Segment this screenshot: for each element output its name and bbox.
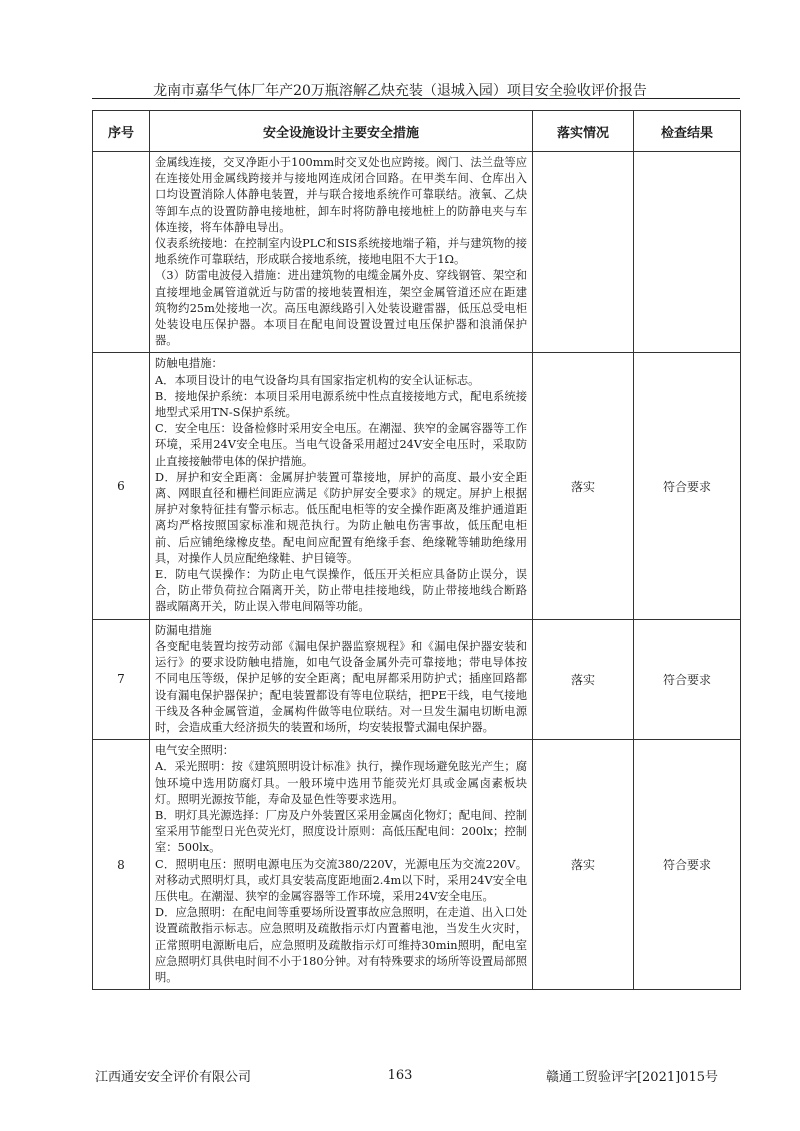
measures-cell xyxy=(150,740,533,990)
measure-paragraph: B．接地保护系统：本项目采用电源系统中性点直接接地方式，配电系统接地型式采用TN-S保护系统。 xyxy=(155,389,527,420)
measure-paragraph: 各变配电装置均按劳动部《漏电保护器监察规程》和《漏电保护器安装和运行》的要求设防触电措施，如电气设备金属外壳可靠接地；带电导体按不同电压等级，保护足够的安全距离；配电屏都采用防护式；插座回路都设有漏电保护器保护；配电装置都设有等电位联结，把PE干线，电气接地干线及各种金属管道，金属构件做等电位联结。对一旦发生漏电切断电源时，会造成重大经济损失的装置和场所，均安装报警式漏电保护器。 xyxy=(155,639,527,734)
measure-paragraph: 防漏电措施 xyxy=(155,623,212,637)
result-cell: 符合要求 xyxy=(634,619,741,739)
column-header-result: 检查结果 xyxy=(634,111,741,152)
measure-paragraph: 防触电措施： xyxy=(155,357,223,371)
safety-measures-table xyxy=(92,110,741,990)
table-row xyxy=(93,152,741,353)
report-title: 龙南市嘉华气体厂年产20万瓶溶解乙炔充装（退城入园）项目安全验收评价报告 xyxy=(153,83,647,99)
footer-doc-number: 赣通工贸验评字[2021]015号 xyxy=(545,1070,718,1085)
table-row xyxy=(93,353,741,619)
measures-cell xyxy=(150,152,533,353)
status-cell: 落实 xyxy=(533,619,634,739)
measure-paragraph: A．采光照明：按《建筑照明设计标准》执行，操作现场避免眩光产生；腐蚀环境中选用防腐灯具。一般环境中选用节能荧光灯具或金属卤素板块灯。照明光源按节能，寿命及显色性等要求选用。 xyxy=(155,760,527,806)
measure-paragraph: 金属线连接，交叉净距小于100mm时交叉处也应跨接。阀门、法兰盘等应在连接处用金属线跨接并与接地网连成闭合回路。在甲类车间、仓库出入口均设置消除人体静电装置，并与联合接地系统作可靠联结。液氧、乙炔等卸车点的设置防静电接地桩，卸车时将防静电接地桩上的防静电夹与车体连接，将车体静电导出。 xyxy=(155,156,527,234)
status-cell xyxy=(533,152,634,353)
measure-paragraph: D．应急照明：在配电间等重要场所设置事故应急照明，在走道、出入口处设置疏散指示标志。应急照明及疏散指示灯内置蓄电池，当发生火灾时，正常照明电源断电后，应急照明及疏散指示灯可维持30min照明，配电室应急照明灯具供电时间不小于180分钟。对有特殊要求的场所等设置局部照明。 xyxy=(155,906,527,984)
row-number xyxy=(93,152,150,353)
page-number: 163 xyxy=(387,1068,413,1083)
measure-paragraph: C．照明电压：照明电源电压为交流380/220V，光源电压为交流220V。对移动式照明灯具，或灯具安装高度距地面2.4m以下时，采用24V安全电压供电。在潮湿、狭窄的金属容器等工作环境，采用24V安全电压。 xyxy=(155,857,527,903)
table-row xyxy=(93,619,741,739)
column-header-status: 落实情况 xyxy=(533,111,634,152)
header-divider xyxy=(92,98,740,99)
footer-company: 江西通安安全评价有限公司 xyxy=(95,1070,252,1085)
measure-paragraph: （3）防雷电波侵入措施：进出建筑物的电缆金属外皮、穿线钢管、架空和直接埋地金属管道就近与防雷的接地装置相连，架空金属管道还应在距建筑物约25m处接地一次。高压电源线路引入处装设避雷器，低压总受电柜处装设电压保护器。本项目在配电间设置设置过电压保护器和浪涌保护器。 xyxy=(155,269,527,348)
measure-paragraph: E．防电气误操作：为防止电气误操作，低压开关柜应具备防止误分，误合，防止带负荷拉合隔离开关，防止带电挂接地线，防止带接地线合断路器或隔离开关，防止误入带电间隔等功能。 xyxy=(155,568,527,614)
measures-cell xyxy=(150,619,533,739)
measures-cell xyxy=(150,353,533,619)
measure-paragraph: 仪表系统接地：在控制室内设PLC和SIS系统接地端子箱，并与建筑物的接地系统作可靠联结，形成联合接地系统，接地电阻不大于1Ω。 xyxy=(155,237,527,267)
table-row xyxy=(93,740,741,990)
status-cell: 落实 xyxy=(533,740,634,990)
status-cell: 落实 xyxy=(533,353,634,619)
measure-paragraph: C．安全电压：设备检修时采用安全电压。在潮湿、狭窄的金属容器等工作环境，采用24V安全电压。当电气设备采用超过24V安全电压时，采取防止直接接触带电体的保护措施。 xyxy=(155,422,527,468)
row-number: 7 xyxy=(93,619,150,739)
row-number: 8 xyxy=(93,740,150,990)
measure-paragraph: 电气安全照明： xyxy=(155,744,235,758)
result-cell: 符合要求 xyxy=(634,740,741,990)
result-cell xyxy=(634,152,741,353)
row-number: 6 xyxy=(93,353,150,619)
column-header-measures: 安全设施设计主要安全措施 xyxy=(150,111,533,152)
column-header-num: 序号 xyxy=(93,111,150,152)
measure-paragraph: B．明灯具光源选择：厂房及户外装置区采用金属卤化物灯；配电间、控制室采用节能型日光色荧光灯，照度设计原则：高低压配电间：200lx；控制室：500lx。 xyxy=(155,808,527,855)
table-header-row xyxy=(93,111,741,152)
result-cell: 符合要求 xyxy=(634,353,741,619)
measure-paragraph: A．本项目设计的电气设备均具有国家指定机构的安全认证标志。 xyxy=(155,373,480,387)
measure-paragraph: D．屏护和安全距离：金属屏护装置可靠接地，屏护的高度、最小安全距离、网眼直径和栅栏间距应满足《防护屏安全要求》的规定。屏护上根据屏护对象特征挂有警示标志。低压配电柜等的安全操作距离及维护通道距离均严格按照国家标准和规范执行。为防止触电伤害事故，低压配电柜前、后应铺绝缘橡皮垫。配电间应配置有绝缘手套、绝缘靴等辅助绝缘用具，对操作人员应配绝缘鞋、护目镜等。 xyxy=(155,470,527,565)
